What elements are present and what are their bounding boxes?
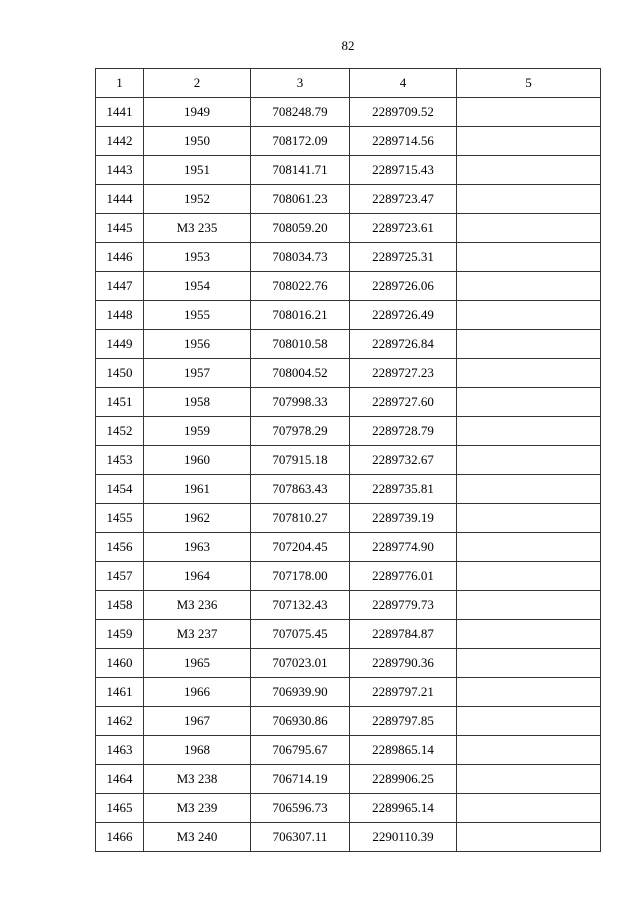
table-cell: 1964 bbox=[144, 562, 251, 591]
table-row bbox=[96, 765, 601, 794]
table-cell: 1450 bbox=[96, 359, 144, 388]
table-cell: 2289776.01 bbox=[350, 562, 457, 591]
table-cell: 1451 bbox=[96, 388, 144, 417]
table-row bbox=[96, 707, 601, 736]
table-cell: 2289727.60 bbox=[350, 388, 457, 417]
table-cell: МЗ 237 bbox=[144, 620, 251, 649]
table-cell: 707075.45 bbox=[251, 620, 350, 649]
table-row bbox=[96, 823, 601, 852]
table-row bbox=[96, 533, 601, 562]
table-cell: 2289725.31 bbox=[350, 243, 457, 272]
table-cell: 707204.45 bbox=[251, 533, 350, 562]
table-cell: 1954 bbox=[144, 272, 251, 301]
table-cell: 1453 bbox=[96, 446, 144, 475]
table-cell: 2289728.79 bbox=[350, 417, 457, 446]
table-row bbox=[96, 504, 601, 533]
table-cell: 707132.43 bbox=[251, 591, 350, 620]
table-cell: 1966 bbox=[144, 678, 251, 707]
table-cell: 708010.58 bbox=[251, 330, 350, 359]
table-cell: 1456 bbox=[96, 533, 144, 562]
table-cell: 1446 bbox=[96, 243, 144, 272]
table-cell: 708172.09 bbox=[251, 127, 350, 156]
table-cell: 1455 bbox=[96, 504, 144, 533]
table-cell: 1962 bbox=[144, 504, 251, 533]
table-cell: 708016.21 bbox=[251, 301, 350, 330]
table-row bbox=[96, 272, 601, 301]
table-cell bbox=[457, 156, 601, 185]
table-row bbox=[96, 359, 601, 388]
table-cell: 2289715.43 bbox=[350, 156, 457, 185]
table-cell: 1454 bbox=[96, 475, 144, 504]
table-cell: 2289709.52 bbox=[350, 98, 457, 127]
table-cell: 707023.01 bbox=[251, 649, 350, 678]
table-cell: 707863.43 bbox=[251, 475, 350, 504]
table-cell: 1958 bbox=[144, 388, 251, 417]
table-cell: 708061.23 bbox=[251, 185, 350, 214]
table-header bbox=[96, 69, 601, 98]
table-row bbox=[96, 794, 601, 823]
table-cell bbox=[457, 620, 601, 649]
table-cell: 1444 bbox=[96, 185, 144, 214]
table-cell: 2289723.47 bbox=[350, 185, 457, 214]
table-cell: 1949 bbox=[144, 98, 251, 127]
header-row bbox=[96, 69, 601, 98]
table-row bbox=[96, 330, 601, 359]
table-cell: 707810.27 bbox=[251, 504, 350, 533]
table-cell bbox=[457, 388, 601, 417]
table-cell: 2289726.49 bbox=[350, 301, 457, 330]
table-cell bbox=[457, 765, 601, 794]
table-cell: 708059.20 bbox=[251, 214, 350, 243]
table-cell: 708004.52 bbox=[251, 359, 350, 388]
table-cell: 2289797.85 bbox=[350, 707, 457, 736]
table-cell: 707915.18 bbox=[251, 446, 350, 475]
header-cell: 4 bbox=[350, 69, 457, 98]
table-cell: 1464 bbox=[96, 765, 144, 794]
table-cell bbox=[457, 504, 601, 533]
table-cell: 2289906.25 bbox=[350, 765, 457, 794]
table-cell: 1448 bbox=[96, 301, 144, 330]
header-cell: 1 bbox=[96, 69, 144, 98]
table-cell: 1447 bbox=[96, 272, 144, 301]
header-cell: 2 bbox=[144, 69, 251, 98]
table-cell: 1951 bbox=[144, 156, 251, 185]
table-cell bbox=[457, 562, 601, 591]
table-cell: 2289965.14 bbox=[350, 794, 457, 823]
table-cell: 707978.29 bbox=[251, 417, 350, 446]
table-row bbox=[96, 388, 601, 417]
table-cell: 1461 bbox=[96, 678, 144, 707]
table-row bbox=[96, 678, 601, 707]
table-cell: 706939.90 bbox=[251, 678, 350, 707]
table-cell: 2289790.36 bbox=[350, 649, 457, 678]
table-cell bbox=[457, 649, 601, 678]
table-row bbox=[96, 243, 601, 272]
table-cell: 1458 bbox=[96, 591, 144, 620]
table-cell bbox=[457, 533, 601, 562]
table-row bbox=[96, 736, 601, 765]
table-row bbox=[96, 620, 601, 649]
table-cell bbox=[457, 707, 601, 736]
table-cell: 706795.67 bbox=[251, 736, 350, 765]
table-cell: МЗ 238 bbox=[144, 765, 251, 794]
table-cell: 1452 bbox=[96, 417, 144, 446]
table-body bbox=[96, 98, 601, 852]
table-cell: 2289714.56 bbox=[350, 127, 457, 156]
table-cell: 706714.19 bbox=[251, 765, 350, 794]
table-cell: 1950 bbox=[144, 127, 251, 156]
table-cell bbox=[457, 359, 601, 388]
table-cell: 1449 bbox=[96, 330, 144, 359]
table-row bbox=[96, 649, 601, 678]
table-cell: 2289784.87 bbox=[350, 620, 457, 649]
table-cell: 707178.00 bbox=[251, 562, 350, 591]
table-cell: 2289727.23 bbox=[350, 359, 457, 388]
header-cell: 3 bbox=[251, 69, 350, 98]
table-cell bbox=[457, 98, 601, 127]
table-cell: 1442 bbox=[96, 127, 144, 156]
table-cell: 2289797.21 bbox=[350, 678, 457, 707]
table-cell: 706930.86 bbox=[251, 707, 350, 736]
table-row bbox=[96, 185, 601, 214]
table-cell: 1965 bbox=[144, 649, 251, 678]
table-cell bbox=[457, 272, 601, 301]
table-cell: 2290110.39 bbox=[350, 823, 457, 852]
table-cell bbox=[457, 301, 601, 330]
table-cell: 1460 bbox=[96, 649, 144, 678]
table-row bbox=[96, 301, 601, 330]
table-cell: 2289774.90 bbox=[350, 533, 457, 562]
table-cell: 1952 bbox=[144, 185, 251, 214]
table-cell bbox=[457, 185, 601, 214]
table-cell: 1957 bbox=[144, 359, 251, 388]
table-cell: 1441 bbox=[96, 98, 144, 127]
table-cell: 2289723.61 bbox=[350, 214, 457, 243]
header-cell: 5 bbox=[457, 69, 601, 98]
table-cell: 1959 bbox=[144, 417, 251, 446]
table-cell bbox=[457, 475, 601, 504]
table-cell: 1466 bbox=[96, 823, 144, 852]
table-cell bbox=[457, 330, 601, 359]
table-cell: 2289739.19 bbox=[350, 504, 457, 533]
coordinates-table bbox=[95, 68, 601, 852]
table-row bbox=[96, 214, 601, 243]
table-cell: 708022.76 bbox=[251, 272, 350, 301]
table-cell: 2289865.14 bbox=[350, 736, 457, 765]
table-cell: 1462 bbox=[96, 707, 144, 736]
table-cell bbox=[457, 678, 601, 707]
table-cell bbox=[457, 736, 601, 765]
table-cell: 2289779.73 bbox=[350, 591, 457, 620]
table-cell: 2289726.84 bbox=[350, 330, 457, 359]
table-cell: МЗ 240 bbox=[144, 823, 251, 852]
table-cell bbox=[457, 417, 601, 446]
table-row bbox=[96, 156, 601, 185]
table-cell: 1443 bbox=[96, 156, 144, 185]
table-row bbox=[96, 591, 601, 620]
table-cell: 1459 bbox=[96, 620, 144, 649]
table-row bbox=[96, 127, 601, 156]
table-cell: 706596.73 bbox=[251, 794, 350, 823]
table-cell: 2289726.06 bbox=[350, 272, 457, 301]
table-cell: МЗ 235 bbox=[144, 214, 251, 243]
table-cell: МЗ 236 bbox=[144, 591, 251, 620]
table-cell: 2289732.67 bbox=[350, 446, 457, 475]
table-cell: 1955 bbox=[144, 301, 251, 330]
table-cell bbox=[457, 243, 601, 272]
table-cell bbox=[457, 823, 601, 852]
table-cell: 1968 bbox=[144, 736, 251, 765]
table-cell: 1457 bbox=[96, 562, 144, 591]
table-cell: 1963 bbox=[144, 533, 251, 562]
table-cell: 708034.73 bbox=[251, 243, 350, 272]
table-cell: 1956 bbox=[144, 330, 251, 359]
table-row bbox=[96, 417, 601, 446]
table-cell: 1463 bbox=[96, 736, 144, 765]
table-cell bbox=[457, 591, 601, 620]
table-cell: 1967 bbox=[144, 707, 251, 736]
table-cell: 708248.79 bbox=[251, 98, 350, 127]
table-cell: 2289735.81 bbox=[350, 475, 457, 504]
table-cell: 707998.33 bbox=[251, 388, 350, 417]
page-number: 82 bbox=[341, 38, 355, 53]
table-row bbox=[96, 446, 601, 475]
table-cell: 1953 bbox=[144, 243, 251, 272]
table-cell bbox=[457, 794, 601, 823]
table-cell: 1465 bbox=[96, 794, 144, 823]
table-cell: 1960 bbox=[144, 446, 251, 475]
table-cell: МЗ 239 bbox=[144, 794, 251, 823]
table-row bbox=[96, 562, 601, 591]
table-cell: 1445 bbox=[96, 214, 144, 243]
table-cell bbox=[457, 214, 601, 243]
table-row bbox=[96, 98, 601, 127]
table-cell: 706307.11 bbox=[251, 823, 350, 852]
table-cell: 708141.71 bbox=[251, 156, 350, 185]
table-cell bbox=[457, 446, 601, 475]
table-cell: 1961 bbox=[144, 475, 251, 504]
table-row bbox=[96, 475, 601, 504]
table-cell bbox=[457, 127, 601, 156]
